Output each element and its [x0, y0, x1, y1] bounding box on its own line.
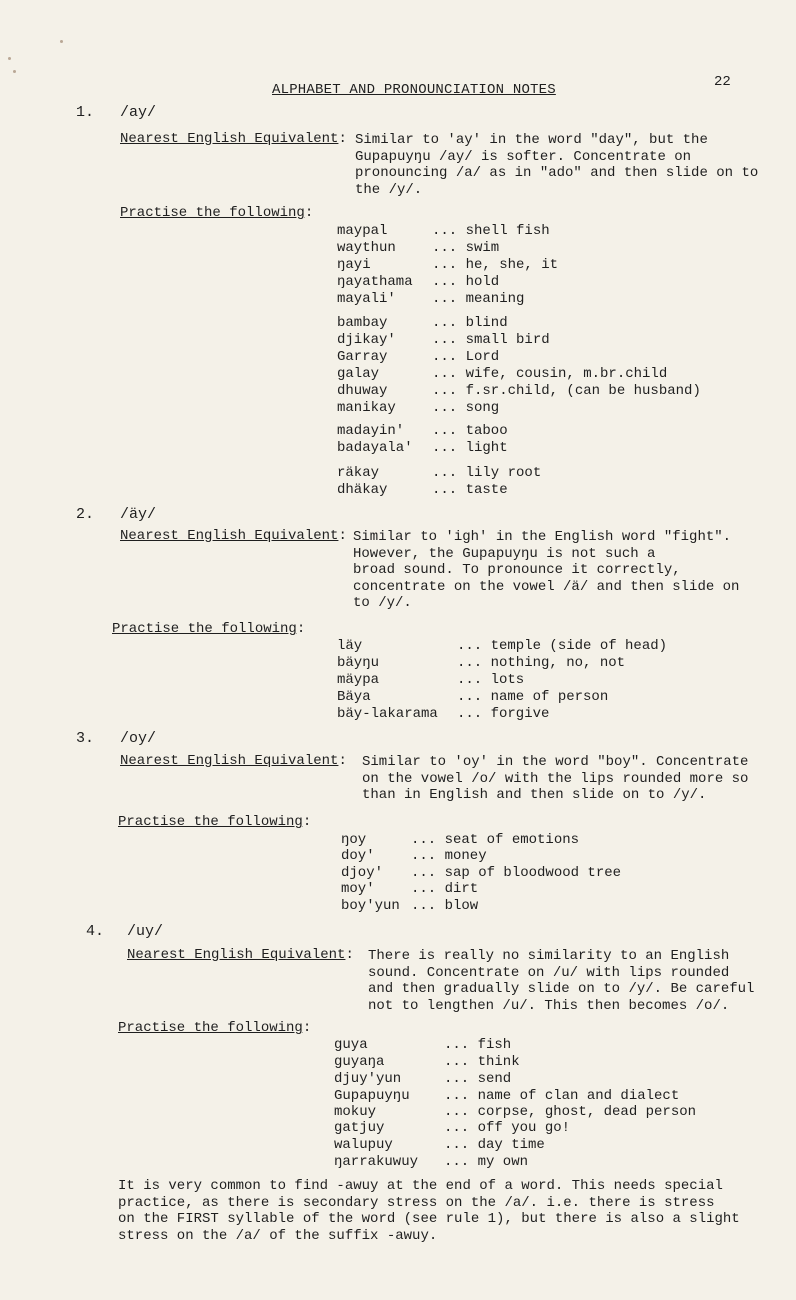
word-meaning: ... dirt	[411, 881, 479, 897]
word-row	[337, 689, 608, 706]
closing-paragraph	[118, 1178, 740, 1244]
word-row	[337, 383, 701, 400]
gumatj-word: mäypa	[337, 672, 380, 688]
equivalent-text	[353, 529, 739, 612]
paper-speck	[13, 70, 16, 73]
gumatj-word: räkay	[337, 465, 380, 481]
word-meaning: ... small bird	[432, 332, 550, 348]
text-line: stress on the /a/ of the suffix -awuy.	[118, 1227, 438, 1244]
gumatj-word: waythun	[337, 240, 396, 256]
word-row	[334, 1154, 528, 1171]
word-row	[334, 1088, 679, 1105]
word-meaning: ... think	[444, 1054, 520, 1070]
equivalent-text	[362, 754, 748, 804]
word-row	[337, 332, 550, 349]
word-row	[334, 1054, 520, 1071]
gumatj-word: mokuy	[334, 1104, 377, 1120]
section-sound: /uy/	[127, 923, 164, 940]
equivalent-heading: Nearest English Equivalent:	[120, 528, 347, 544]
page-number: 22	[714, 74, 731, 90]
practise-label: Practise the following	[112, 621, 297, 637]
word-meaning: ... lily root	[432, 465, 542, 481]
paper-speck	[8, 57, 11, 60]
equivalent-text	[368, 948, 754, 1014]
word-row	[334, 1120, 570, 1137]
practise-label: Practise the following	[118, 814, 303, 830]
text-line: practice, as there is secondary stress on the /a/. i.e. there is stress	[118, 1194, 715, 1211]
text-line: However, the Gupapuyŋu is not such a	[353, 545, 656, 562]
word-meaning: ... name of person	[457, 689, 609, 705]
equivalent-label: Nearest English Equivalent	[120, 131, 339, 147]
word-meaning: ... temple (side of head)	[457, 638, 668, 654]
word-row	[337, 482, 508, 499]
text-line: on the vowel /o/ with the lips rounded more so	[362, 770, 749, 787]
word-row	[337, 440, 508, 457]
word-row	[337, 423, 508, 440]
gumatj-word: djikay'	[337, 332, 396, 348]
gumatj-word: mayali'	[337, 291, 396, 307]
word-row	[337, 400, 499, 417]
equivalent-label: Nearest English Equivalent	[120, 528, 339, 544]
text-line: pronouncing /a/ as in "ado" and then slide on to	[355, 165, 759, 182]
gumatj-word: madayin'	[337, 423, 405, 439]
word-row	[341, 832, 579, 849]
gumatj-word: bäyŋu	[337, 655, 380, 671]
word-row	[337, 223, 550, 240]
word-meaning: ... hold	[432, 274, 500, 290]
word-row	[334, 1071, 511, 1088]
word-meaning: ... blow	[411, 898, 479, 914]
equivalent-heading: Nearest English Equivalent:	[127, 947, 354, 963]
gumatj-word: bambay	[337, 315, 388, 331]
word-meaning: ... send	[444, 1071, 512, 1087]
word-meaning: ... money	[411, 848, 487, 864]
text-line: and then gradually slide on to /y/. Be careful	[368, 981, 755, 998]
gumatj-word: galay	[337, 366, 380, 382]
word-row	[337, 315, 508, 332]
word-row	[337, 349, 499, 366]
text-line: sound. Concentrate on /u/ with lips rounded	[368, 964, 730, 981]
section-number: 2.	[76, 506, 95, 523]
word-meaning: ... corpse, ghost, dead person	[444, 1104, 697, 1120]
text-line: There is really no similarity to an English	[368, 948, 730, 964]
word-meaning: ... light	[432, 440, 508, 456]
equivalent-heading: Nearest English Equivalent:	[120, 753, 347, 769]
word-meaning: ... my own	[444, 1154, 529, 1170]
word-meaning: ... forgive	[457, 706, 550, 722]
gumatj-word: walupuy	[334, 1137, 393, 1153]
gumatj-word: djuy'yun	[334, 1071, 402, 1087]
equivalent-text	[355, 132, 758, 198]
word-row	[341, 848, 487, 865]
word-meaning: ... swim	[432, 240, 500, 256]
word-row	[334, 1137, 545, 1154]
word-row	[337, 655, 625, 672]
practise-heading: Practise the following:	[118, 1020, 312, 1036]
word-meaning: ... f.sr.child, (can be husband)	[432, 383, 701, 399]
section-number: 4.	[86, 923, 105, 940]
word-meaning: ... lots	[457, 672, 525, 688]
gumatj-word: djoy'	[341, 865, 384, 881]
text-line: not to lengthen /u/. This then becomes /o/.	[368, 997, 730, 1014]
text-line: concentrate on the vowel /ä/ and then slide on	[353, 578, 740, 595]
word-row	[337, 706, 549, 723]
text-line: on the FIRST syllable of the word (see rule 1), but there is also a slight	[118, 1211, 740, 1228]
text-line: to /y/.	[353, 595, 412, 612]
practise-label: Practise the following	[120, 205, 305, 221]
word-meaning: ... taste	[432, 482, 508, 498]
word-meaning: ... name of clan and dialect	[444, 1088, 680, 1104]
gumatj-word: boy'yun	[341, 898, 400, 914]
equivalent-heading: Nearest English Equivalent:	[120, 131, 347, 147]
gumatj-word: ŋoy	[341, 832, 367, 848]
word-row	[337, 672, 524, 689]
gumatj-word: gatjuy	[334, 1120, 385, 1136]
section-sound: /äy/	[120, 506, 157, 523]
word-meaning: ... seat of emotions	[411, 832, 580, 848]
gumatj-word: doy'	[341, 848, 375, 864]
gumatj-word: Gupapuyŋu	[334, 1088, 410, 1104]
gumatj-word: guyaŋa	[334, 1054, 385, 1070]
gumatj-word: moy'	[341, 881, 375, 897]
equivalent-label: Nearest English Equivalent	[120, 753, 339, 769]
section-number: 3.	[76, 730, 95, 747]
gumatj-word: badayala'	[337, 440, 413, 456]
word-meaning: ... taboo	[432, 423, 508, 439]
gumatj-word: ŋayi	[337, 257, 371, 273]
practise-heading: Practise the following:	[112, 621, 306, 637]
word-meaning: ... sap of bloodwood tree	[411, 865, 622, 881]
word-meaning: ... wife, cousin, m.br.child	[432, 366, 668, 382]
word-row	[334, 1104, 696, 1121]
gumatj-word: manikay	[337, 400, 396, 416]
word-meaning: ... song	[432, 400, 500, 416]
word-meaning: ... blind	[432, 315, 508, 331]
word-meaning: ... Lord	[432, 349, 500, 365]
section-sound: /oy/	[120, 730, 157, 747]
equivalent-label: Nearest English Equivalent	[127, 947, 346, 963]
word-row	[337, 465, 541, 482]
text-line: Gupapuyŋu /ay/ is softer. Concentrate on	[355, 148, 692, 165]
text-line: Similar to 'oy' in the word "boy". Concentrate	[362, 754, 749, 770]
word-row	[341, 881, 478, 898]
word-row	[341, 898, 478, 915]
gumatj-word: dhuway	[337, 383, 388, 399]
gumatj-word: läy	[337, 638, 363, 654]
word-row	[341, 865, 621, 882]
word-row	[337, 240, 499, 257]
text-line: the /y/.	[355, 181, 423, 198]
word-row	[334, 1037, 511, 1054]
word-row	[337, 638, 667, 655]
word-meaning: ... fish	[444, 1037, 512, 1053]
word-row	[337, 257, 558, 274]
word-row	[337, 274, 499, 291]
word-row	[337, 291, 524, 308]
practise-heading: Practise the following:	[118, 814, 312, 830]
section-sound: /ay/	[120, 104, 157, 121]
gumatj-word: bäy-lakarama	[337, 706, 438, 722]
text-line: It is very common to find -awuy at the end of a word. This needs special	[118, 1178, 723, 1194]
section-number: 1.	[76, 104, 95, 121]
gumatj-word: ŋayathama	[337, 274, 413, 290]
text-line: Similar to 'igh' in the English word "fight".	[353, 529, 732, 545]
word-meaning: ... shell fish	[432, 223, 550, 239]
gumatj-word: Bäya	[337, 689, 371, 705]
text-line: Similar to 'ay' in the word "day", but the	[355, 132, 708, 148]
page-title: ALPHABET AND PRONOUNCIATION NOTES	[272, 82, 556, 98]
gumatj-word: Garray	[337, 349, 388, 365]
word-meaning: ... he, she, it	[432, 257, 559, 273]
gumatj-word: ŋarrakuwuy	[334, 1154, 419, 1170]
word-meaning: ... meaning	[432, 291, 525, 307]
practise-label: Practise the following	[118, 1020, 303, 1036]
word-meaning: ... off you go!	[444, 1120, 571, 1136]
text-line: than in English and then slide on to /y/.	[362, 787, 707, 804]
gumatj-word: maypal	[337, 223, 388, 239]
practise-heading: Practise the following:	[120, 205, 314, 221]
word-row	[337, 366, 667, 383]
gumatj-word: guya	[334, 1037, 368, 1053]
word-meaning: ... day time	[444, 1137, 545, 1153]
word-meaning: ... nothing, no, not	[457, 655, 626, 671]
gumatj-word: dhäkay	[337, 482, 388, 498]
paper-speck	[60, 40, 63, 43]
text-line: broad sound. To pronounce it correctly,	[353, 562, 681, 579]
